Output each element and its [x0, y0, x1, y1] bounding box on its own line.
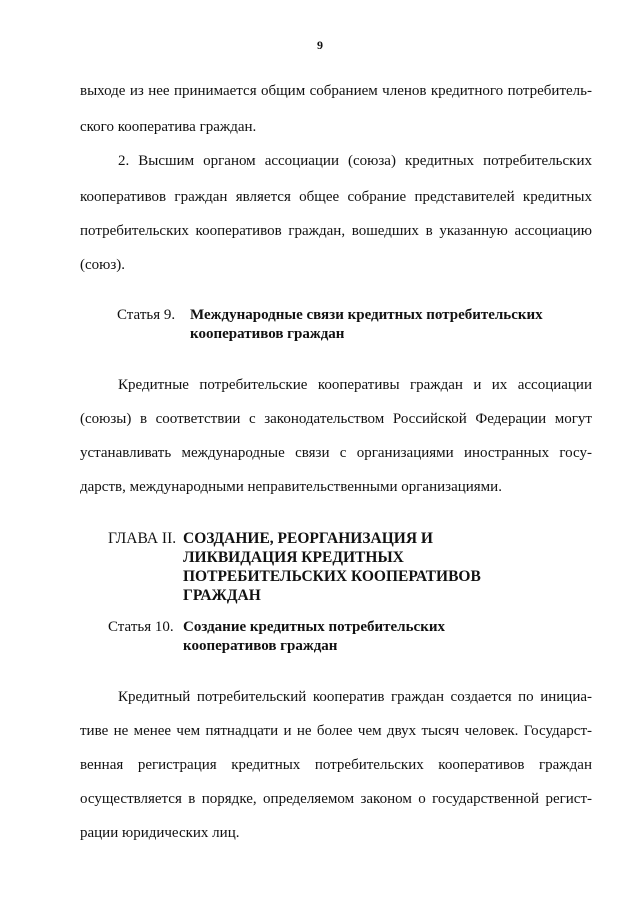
- paragraph-line: Кредитный потребительский кооператив граждан создается по инициа-: [118, 689, 592, 705]
- paragraph-line: 2. Высшим органом ассоциации (союза) кредитных потребительских: [118, 153, 592, 169]
- page-number: 9: [317, 38, 323, 52]
- paragraph-line: дарств, международными неправительственными организациями.: [80, 479, 502, 495]
- chapter-2-title: СОЗДАНИЕ, РЕОРГАНИЗАЦИЯ И: [183, 530, 433, 547]
- chapter-2-prefix: ГЛАВА II.: [108, 530, 177, 547]
- chapter-2-title: ГРАЖДАН: [183, 587, 261, 604]
- article-9-title: Международные связи кредитных потребительских: [190, 307, 543, 323]
- chapter-2-title: ЛИКВИДАЦИЯ КРЕДИТНЫХ: [183, 549, 404, 566]
- article-10-title: Создание кредитных потребительских: [183, 619, 445, 635]
- article-9-title: кооперативов граждан: [190, 326, 345, 342]
- paragraph-line: (союзы) в соответствии с законодательством Российской Федерации могут: [80, 411, 592, 427]
- article-10-title: кооперативов граждан: [183, 638, 338, 654]
- paragraph-line: Кредитные потребительские кооперативы граждан и их ассоциации: [118, 377, 592, 393]
- paragraph-line: венная регистрация кредитных потребительских кооперативов граждан: [80, 757, 592, 773]
- paragraph-line: рации юридических лиц.: [80, 825, 240, 841]
- paragraph-line: потребительских кооперативов граждан, вошедших в указанную ассоциацию: [80, 223, 592, 239]
- paragraph-line: кооперативов граждан является общее собрание представителей кредитных: [80, 189, 592, 205]
- paragraph-line: осуществляется в порядке, определяемом законом о государственной регист-: [80, 791, 592, 807]
- paragraph-line: тиве не менее чем пятнадцати и не более чем двух тысяч человек. Государст-: [80, 723, 592, 739]
- chapter-2-title: ПОТРЕБИТЕЛЬСКИХ КООПЕРАТИВОВ: [183, 568, 481, 585]
- paragraph-line: устанавливать международные связи с организациями иностранных госу-: [80, 445, 592, 461]
- paragraph-line: (союз).: [80, 257, 126, 273]
- paragraph-line: выходе из нее принимается общим собранием членов кредитного потребитель-: [80, 83, 592, 99]
- paragraph-line: ского кооператива граждан.: [80, 119, 257, 135]
- article-10-prefix: Статья 10.: [108, 619, 174, 635]
- article-9-prefix: Статья 9.: [117, 307, 176, 323]
